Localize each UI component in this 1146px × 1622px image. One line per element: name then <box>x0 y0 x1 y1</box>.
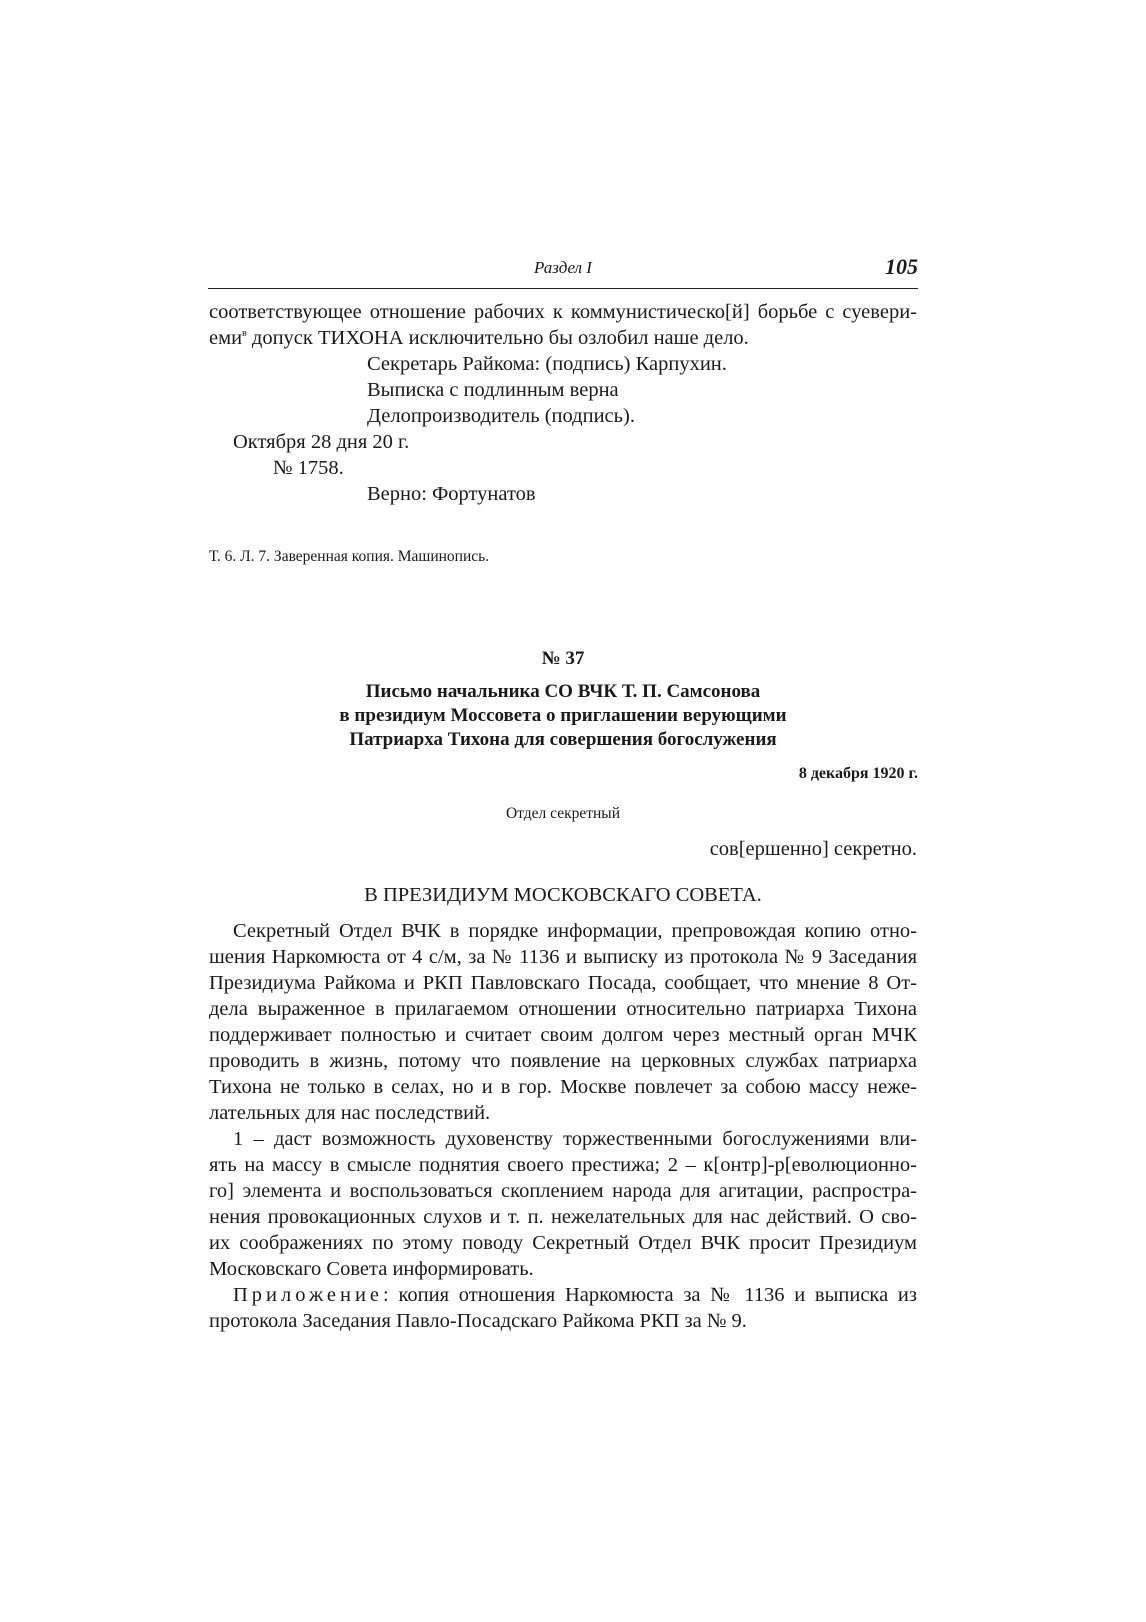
continuation-date: Октября 28 дня 20 г. <box>233 431 410 453</box>
document-number: № 37 <box>541 648 585 669</box>
appendix-text: : копия отношения Наркомюста за № 1136 и выписка из <box>383 1284 917 1306</box>
source-note: Т. 6. Л. 7. Заверенная копия. Машинопись. <box>209 548 490 565</box>
paragraph-2-line: ять на массу в смысле поднятия своего престижа; 2 – к[онтр]-р[еволюционно- <box>209 1154 917 1176</box>
continuation-line-2-start: еми <box>209 327 243 349</box>
document-title-line-3: Патриарха Тихона для совершения богослужения <box>349 729 777 750</box>
paragraph-1-line: лательных для нас последствий. <box>209 1102 491 1124</box>
paragraph-1-line: проводить в жизнь, потому что появление на церковных службах патриарха <box>209 1050 917 1072</box>
verified-signature: Верно: Фортунатов <box>367 483 536 505</box>
extract-certification: Выписка с подлинным верна <box>367 379 619 401</box>
paragraph-1-line: Секретный Отдел ВЧК в порядке информации, препровождая копию отно- <box>233 920 917 942</box>
paragraph-2-line: го] элемента и воспользоваться скоплением народа для агитации, распростра- <box>209 1180 917 1202</box>
document-title-line-2: в президиум Моссовета о приглашении верующими <box>339 705 787 726</box>
paragraph-2-line: их соображениях по этому поводу Секретный Отдел ВЧК просит Президиум <box>209 1232 917 1254</box>
appendix-label: Приложение <box>233 1284 384 1306</box>
continuation-line-1: соответствующее отношение рабочих к коммунистическо[й] борьбе с суевери- <box>209 301 917 323</box>
section-title: Раздел I <box>534 258 592 277</box>
document-date: 8 декабря 1920 г. <box>798 765 918 782</box>
page-number: 105 <box>885 254 918 279</box>
paragraph-2-line: нения провокационных слухов и т. п. нежелательных для нас действий. О сво- <box>209 1206 917 1228</box>
paragraph-1-line: шения Наркомюста от 4 с/м, за № 1136 и выписку из протокола № 9 Заседания <box>209 946 917 968</box>
paragraph-2-line: Московскаго Совета информировать. <box>209 1258 534 1280</box>
secretary-signature: Секретарь Райкома: (подпись) Карпухин. <box>367 353 727 375</box>
running-head <box>208 254 918 289</box>
appendix-line-2: протокола Заседания Павло-Посадскаго Райкома РКП за № 9. <box>209 1310 747 1332</box>
addressee: В ПРЕЗИДИУМ МОСКОВСКАГО СОВЕТА. <box>364 884 762 906</box>
continuation-number: № 1758. <box>273 457 344 479</box>
clerk-signature: Делопроизводитель (подпись). <box>367 405 635 427</box>
paragraph-2-line: 1 – даст возможность духовенству торжественными богослужениями вли- <box>233 1128 917 1150</box>
paragraph-1-line: Президиума Райкома и РКП Павловскаго Посада, сообщает, что мнение 8 От- <box>209 972 917 994</box>
paragraph-1-line: Тихона не только в селах, но и в гор. Москве повлечет за собою массу неже- <box>209 1076 917 1098</box>
appendix-line-1 <box>233 1282 917 1308</box>
classification-mark: сов[ершенно] секретно. <box>709 838 917 860</box>
department-label: Отдел секретный <box>505 805 621 822</box>
footnote-marker: в <box>242 328 247 340</box>
paragraph-1-line: поддерживает полностью и считает своим долгом через местный орган МЧК <box>209 1024 917 1046</box>
document-title-line-1: Письмо начальника СО ВЧК Т. П. Самсонова <box>365 681 761 702</box>
paragraph-1-line: дела выраженное в прилагаемом отношении относительно патриарха Тихона <box>209 998 917 1020</box>
continuation-line-2 <box>209 325 749 351</box>
continuation-line-2-end: допуск ТИХОНА исключительно бы озлобил наше дело. <box>246 327 749 349</box>
